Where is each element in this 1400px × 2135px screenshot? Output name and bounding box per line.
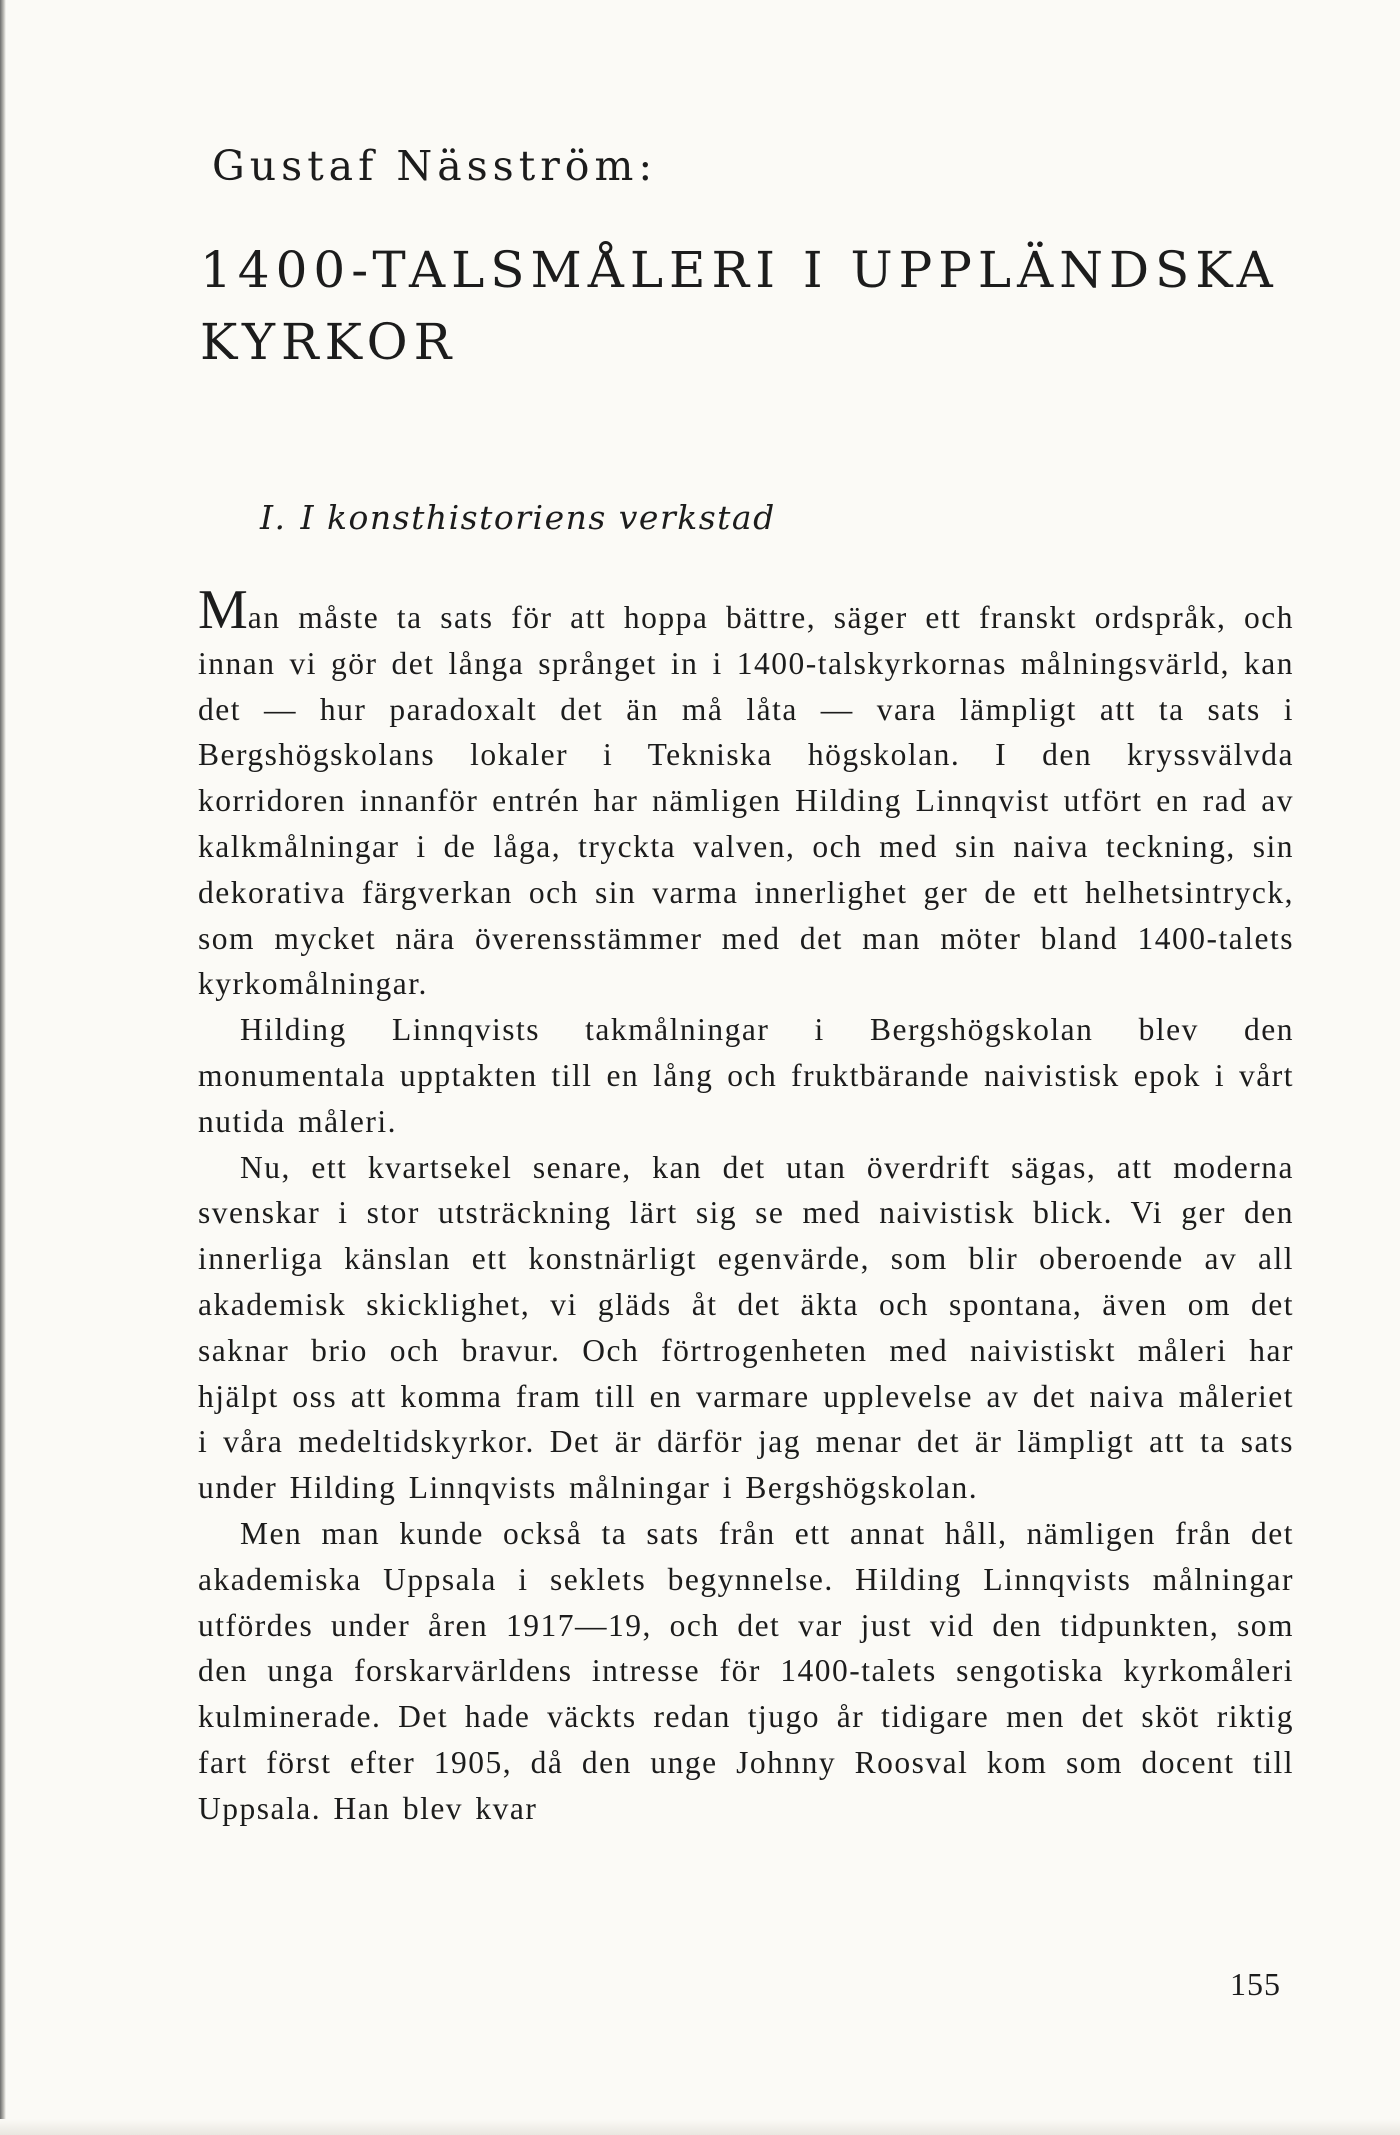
body-text [198, 579, 1294, 1832]
paragraph-1-text: an måste ta sats för att hoppa bättre, säger ett franskt ordspråk, och innan vi gör det långa språnget in i 1400-talskyrkornas målningsvärld, kan det — hur paradoxalt det än må låta — vara lämpligt att ta sats i Bergshögskolans lokaler i Tekniska högskolan. I den kryssvälvda korridoren innanför entrén har nämligen Hilding Linnqvist utfört en rad av kalkmålningar i de låga, tryckta valven, och med sin naiva teckning, sin dekorativa färgverkan och sin varma innerlighet ger de ett helhetsintryck, som mycket nära överensstämmer med det man möter bland 1400-talets kyrkomålningar. [198, 600, 1294, 1002]
author-name: Gustaf Näsström: [212, 142, 658, 190]
paragraph-2: Hilding Linnqvists takmålningar i Bergshögskolan blev den monumentala upptakten till en lång och fruktbärande naivistisk epok i vårt nutida måleri. [198, 1012, 1294, 1139]
section-title: I konsthistoriens verkstad [300, 498, 776, 537]
paragraph-1 [198, 579, 1294, 1007]
page-edge-shadow [0, 0, 6, 2135]
paragraph-3: Nu, ett kvartsekel senare, kan det utan överdrift sägas, att moderna svenskar i stor utsträckning lärt sig se med naivistisk blick. Vi ger den innerliga känslan ett konstnärligt egenvärde, som blir oberoende av all akademisk skicklighet, vi gläds åt det äkta och spontana, även om det saknar brio och bravur. Och förtrogenheten med naivistiskt måleri har hjälpt oss att komma fram till en varmare upplevelse av det naiva måleriet i våra medeltidskyrkor. Det är därför jag menar det är lämpligt att ta sats under Hilding Linnqvists målningar i Bergshögskolan. [198, 1149, 1294, 1506]
article-title [200, 234, 1320, 378]
article-title-line-1: 1400-TALSMÅLERI I UPPLÄNDSKA [200, 241, 1279, 299]
paragraph-4: Men man kunde också ta sats från ett annat håll, nämligen från det akademiska Uppsala i seklets begynnelse. Hilding Linnqvists målningar utfördes under åren 1917—19, och det var just vid den tidpunkten, som den unga forskarvärldens intresse för 1400-talets sengotiska kyrkomåleri kulminerade. Det hade väckts redan tjugo år tidigare men det sköt riktig fart först efter 1905, då den unge Johnny Roosval kom som docent till Uppsala. Han blev kvar [198, 1515, 1294, 1826]
section-number: I. [260, 498, 287, 537]
drop-cap: M [198, 579, 248, 641]
page-number: 155 [1230, 1966, 1281, 2002]
article-title-line-2: KYRKOR [200, 313, 458, 371]
section-heading [260, 498, 776, 537]
page-bottom-edge [0, 2119, 1400, 2135]
